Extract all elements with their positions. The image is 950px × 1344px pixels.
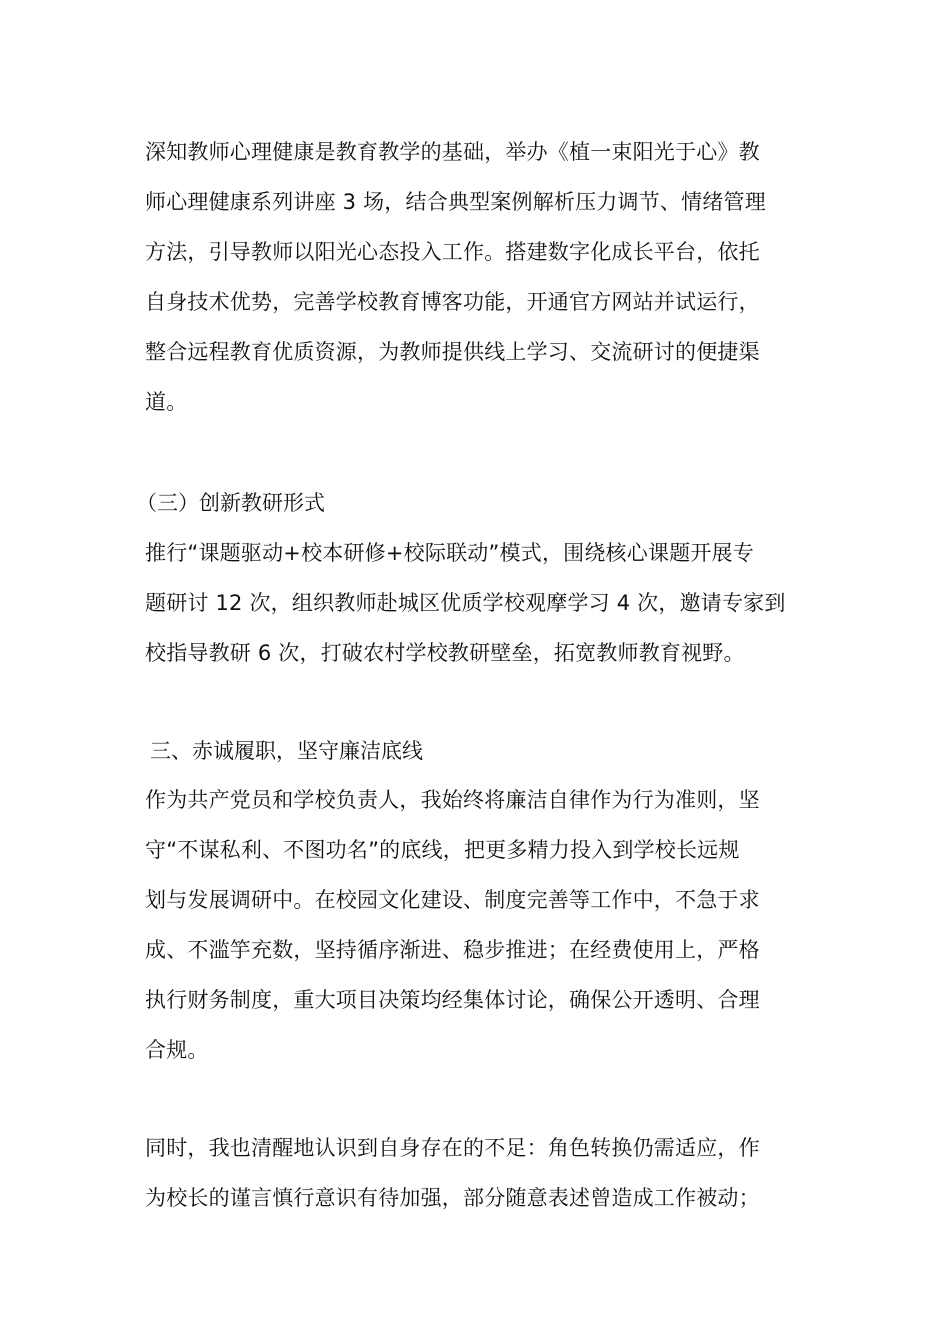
paragraph-4-line-1: 同时，我也清醒地认识到自身存在的不足：角色转换仍需适应，作 <box>145 1136 760 1160</box>
paragraph-3-line-3: 划与发展调研中。在校园文化建设、制度完善等工作中，不急于求 <box>145 888 760 912</box>
section-heading: 三、赤诚履职，坚守廉洁底线 <box>150 739 423 763</box>
paragraph-1-line-2: 师心理健康系列讲座 3 场，结合典型案例解析压力调节、情绪管理 <box>145 190 766 214</box>
paragraph-2-line-1: 推行“课题驱动+校本研修+校际联动”模式，围绕核心课题开展专 <box>145 541 754 565</box>
paragraph-2-line-2: 题研讨 12 次，组织教师赴城区优质学校观摩学习 4 次，邀请专家到 <box>145 591 786 615</box>
paragraph-3-line-4: 成、不滥竽充数，坚持循序渐进、稳步推进；在经费使用上，严格 <box>145 938 760 962</box>
subsection-heading: （三）创新教研形式 <box>136 491 325 515</box>
paragraph-3-line-6: 合规。 <box>145 1038 209 1062</box>
paragraph-4-line-2: 为校长的谨言慎行意识有待加强，部分随意表述曾造成工作被动； <box>145 1186 760 1210</box>
paragraph-1-line-4: 自身技术优势，完善学校教育博客功能，开通官方网站并试运行， <box>145 290 760 314</box>
paragraph-3-line-2: 守“不谋私利、不图功名”的底线，把更多精力投入到学校长远规 <box>145 838 740 862</box>
paragraph-3-line-1: 作为共产党员和学校负责人，我始终将廉洁自律作为行为准则，坚 <box>145 788 760 812</box>
paragraph-3-line-5: 执行财务制度，重大项目决策均经集体讨论，确保公开透明、合理 <box>145 988 760 1012</box>
paragraph-2-line-3: 校指导教研 6 次，打破农村学校教研壁垒，拓宽教师教育视野。 <box>145 641 745 665</box>
paragraph-1-line-5: 整合远程教育优质资源，为教师提供线上学习、交流研讨的便捷渠 <box>145 340 760 364</box>
paragraph-1-line-1: 深知教师心理健康是教育教学的基础，举办《植一束阳光于心》教 <box>145 140 760 164</box>
paragraph-1-line-6: 道。 <box>145 390 188 414</box>
paragraph-1-line-3: 方法，引导教师以阳光心态投入工作。搭建数字化成长平台，依托 <box>145 240 760 264</box>
